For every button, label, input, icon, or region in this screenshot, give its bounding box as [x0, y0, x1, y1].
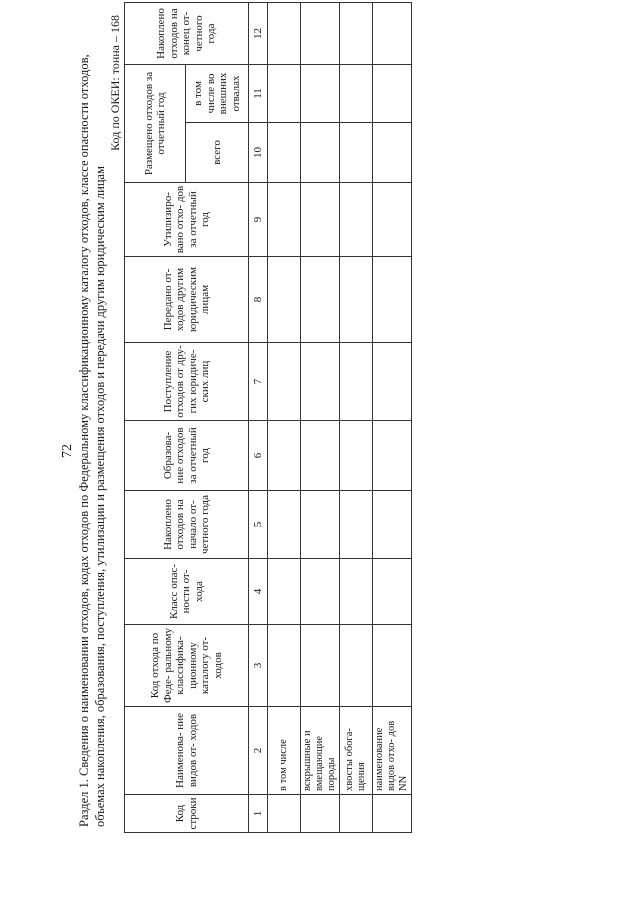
table-cell: [268, 491, 301, 559]
column-number: 5: [249, 491, 268, 559]
waste-data-table: [124, 2, 412, 833]
table-cell: [268, 625, 301, 707]
header-generated: Образова- ние отходов за отчетный год: [125, 421, 249, 491]
row-label: вскрышные и вмещающие породы: [301, 707, 340, 795]
table-cell: [301, 257, 340, 343]
row-label: наименование видов отхо- дов NN: [373, 707, 412, 795]
table-cell: [301, 2, 340, 64]
table-cell: [268, 421, 301, 491]
header-row: [125, 2, 186, 832]
column-number: 11: [249, 64, 268, 122]
table-cell: [301, 625, 340, 707]
table-cell: [340, 559, 373, 625]
table-cell: [373, 625, 412, 707]
column-number: 8: [249, 257, 268, 343]
column-number: 6: [249, 421, 268, 491]
column-number: 9: [249, 183, 268, 257]
table-cell: [340, 343, 373, 421]
table-cell: [340, 64, 373, 122]
table-cell: [301, 183, 340, 257]
table-row: [373, 2, 412, 832]
table-cell: [340, 795, 373, 833]
header-placed-external: в том числе во внешних отвалах: [186, 64, 249, 122]
table-cell: [373, 64, 412, 122]
table-cell: [301, 491, 340, 559]
header-waste-name: Наименова- ние видов от- ходов: [125, 707, 249, 795]
header-transferred: Передано от- ходов другим юридическим лицам: [125, 257, 249, 343]
table-row: [301, 2, 340, 832]
header-fkko-code: Код отхода по Феде- ральному классифика- ционному каталогу от- ходов: [125, 625, 249, 707]
page-number: 72: [60, 444, 75, 458]
header-utilized: Утилизиро- вано отхо- дов за отчетный год: [125, 183, 249, 257]
table-cell: [373, 257, 412, 343]
table-cell: [340, 257, 373, 343]
table-row: [268, 2, 301, 832]
table-cell: [268, 2, 301, 64]
table-cell: [268, 795, 301, 833]
header-accumulated-end: Накоплено отходов на конец от- четного года: [125, 2, 249, 64]
table-cell: [301, 343, 340, 421]
column-number: 4: [249, 559, 268, 625]
header-row-code: Код строки: [125, 795, 249, 833]
table-cell: [301, 64, 340, 122]
table-cell: [301, 795, 340, 833]
table-cell: [373, 421, 412, 491]
table-cell: [340, 123, 373, 183]
section-heading-line-2: объемах накопления, образования, поступления, утилизации и размещения отходов и передачи другим юридическим лицам: [93, 166, 107, 827]
table-cell: [301, 559, 340, 625]
section-heading-line-1: Раздел 1. Сведения о наименовании отходов, кодах отходов по Федеральному классификационному каталогу отходов, классе опасности отходов,: [77, 54, 91, 827]
table-cell: [373, 795, 412, 833]
table-cell: [340, 491, 373, 559]
column-number: 10: [249, 123, 268, 183]
section-heading: [76, 54, 108, 827]
header-accumulated-start: Накоплено отходов на начало от- четного года: [125, 491, 249, 559]
row-label: в том числе: [268, 707, 301, 795]
okei-unit-note: Код по ОКЕИ: тонна – 168: [108, 15, 122, 151]
table-cell: [373, 123, 412, 183]
table-cell: [301, 421, 340, 491]
table-cell: [373, 491, 412, 559]
table-cell: [268, 123, 301, 183]
header-hazard-class: Класс опас- ности от- хода: [125, 559, 249, 625]
row-label: хвосты обога- щения: [340, 707, 373, 795]
table-cell: [268, 559, 301, 625]
column-number: 3: [249, 625, 268, 707]
table-cell: [340, 183, 373, 257]
table-cell: [268, 64, 301, 122]
table-cell: [373, 343, 412, 421]
table-cell: [301, 123, 340, 183]
table-cell: [373, 2, 412, 64]
table-cell: [340, 2, 373, 64]
table-row: [340, 2, 373, 832]
table-cell: [268, 343, 301, 421]
header-placed-total: всего: [186, 123, 249, 183]
column-number: 1: [249, 795, 268, 833]
table-cell: [268, 183, 301, 257]
header-received: Поступление отходов от дру- гих юридиче- ских лиц: [125, 343, 249, 421]
table-cell: [268, 257, 301, 343]
table-cell: [340, 625, 373, 707]
column-number: 12: [249, 2, 268, 64]
column-number-row: [249, 2, 268, 832]
table-cell: [373, 559, 412, 625]
header-placed-group: Размещено отходов за отчетный год: [125, 64, 186, 182]
column-number: 7: [249, 343, 268, 421]
column-number: 2: [249, 707, 268, 795]
table-cell: [340, 421, 373, 491]
table-cell: [373, 183, 412, 257]
